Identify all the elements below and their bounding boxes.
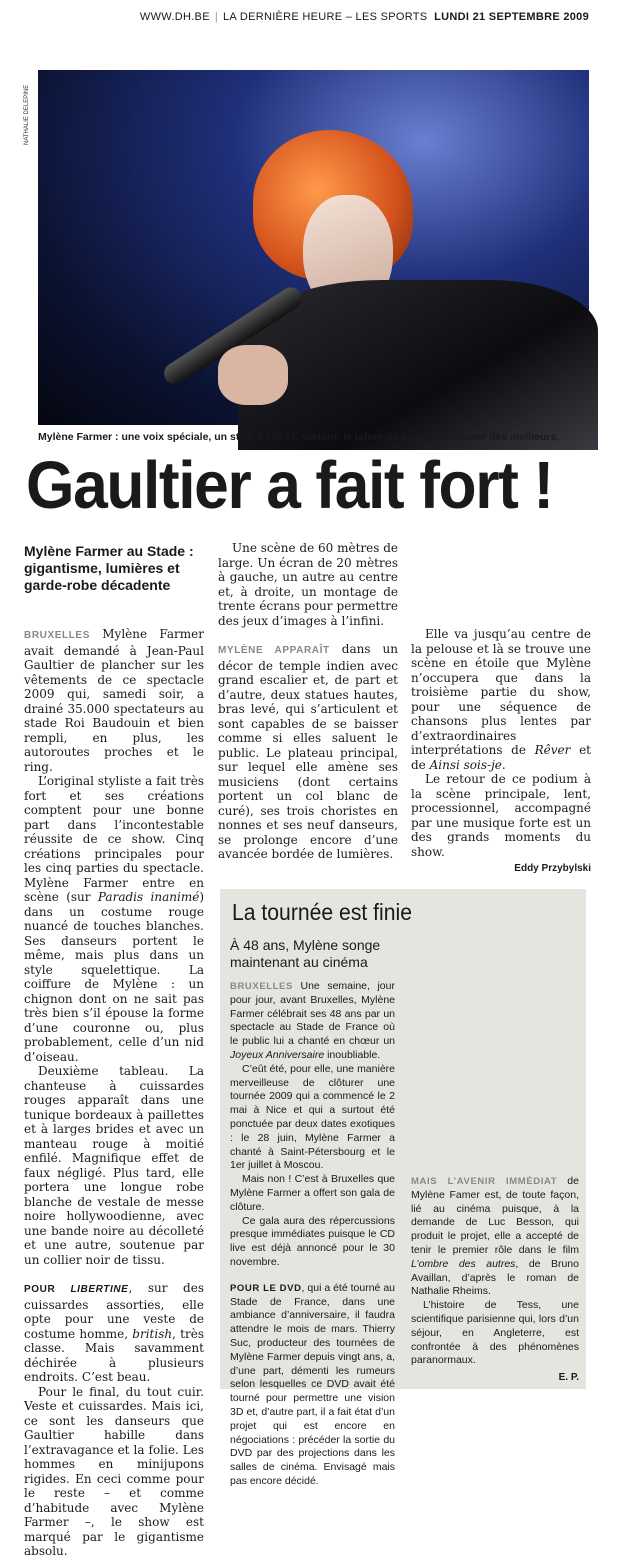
box-p3: Mais non ! C’est à Bruxelles que Mylène Farmer a offert son gala de clôture. <box>230 1173 395 1213</box>
box-title: La tournée est finie <box>232 899 412 925</box>
article-p5: Pour le final, du tout cuir. Veste et cuissardes. Mais ici, ce sont les danseurs que Gaultier habille dans l’extravagance et la folie. Les hommes en minijupons rigides. En ceci comme pour le reste – et comme d’habitude avec Mylène Farmer –, le show est marqué par le gigantisme absolu. <box>24 1384 204 1558</box>
photo-hand <box>218 345 288 405</box>
article-column-3 <box>411 627 591 877</box>
article-column-2 <box>218 541 398 862</box>
headline: Gaultier a fait fort ! <box>26 448 553 523</box>
photo-credit: NATHALIE DELEPINE <box>24 84 30 145</box>
article-p2b: ) dans un costume rouge nuancé de touches blanches. Ses danseurs portent le même, mais plus dans un style squelettique. La coiffure de Mylène : un chignon dont on ne sait pas très bien s’il épouse la forme d’une couronne ou, plus probablement, celle d’un nid d’oiseau. <box>24 890 204 1064</box>
box-kicker-dvd: POUR LE DVD <box>230 1282 302 1294</box>
box-column-2 <box>411 1175 579 1385</box>
article-p8c: . <box>501 757 506 772</box>
box-p7: L’histoire de Tess, une scientifique parisienne qui, lors d’un séjour, en Angleterre, est confrontée à des phénomènes paranormaux. <box>411 1299 579 1367</box>
article-p8-italic-1: Rêver <box>534 743 571 757</box>
article-p2a: L’original styliste a fait très fort et ses créations comptent pour une bonne part dans l’incontestable réussite de ce show. Cinq créations principales pour les cinq parties du spectacle. Mylène Farmer entre en scène (sur <box>24 774 204 904</box>
article-p9: Le retour de ce podium à la scène principale, lent, processionnel, accompagné par une musique forte est un des grands moments du show. <box>411 772 591 859</box>
box-signature: E. P. <box>558 1372 579 1384</box>
concert-photo <box>38 70 589 425</box>
box-p1a: Une semaine, jour pour jour, avant Bruxelles, Mylène Farmer célébrait ses 48 ans par un spectacle au Stade de France où le public lui a chanté en chœur un <box>230 980 395 1048</box>
article-p4a: , sur des cuissardes assorties, elle opte pour une veste de costume homme, <box>24 1281 205 1341</box>
article-p2-italic: Paradis inanimé <box>97 890 200 904</box>
kicker-pour: POUR <box>24 1284 71 1295</box>
box-kicker-avenir: MAIS L’AVENIR IMMÉDIAT <box>411 1176 558 1187</box>
box-subtitle: À 48 ans, Mylène songe maintenant au cinéma <box>230 937 381 970</box>
box-p1-italic: Joyeux Anniversaire <box>230 1048 325 1061</box>
masthead-site[interactable]: WWW.DH.BE <box>139 11 210 23</box>
article-p8b: et de <box>411 743 591 772</box>
box-p6-italic: L’ombre des autres <box>411 1257 516 1270</box>
article-p3: Deuxième tableau. La chanteuse à cuissardes rouges apparaît dans une tunique bordeaux à paillettes et à larges brides et avec un manteau rouge à moitié enfilé. Magnifique effet de faux négligé. Plus tard, elle portera une longue robe blanche de vestale de messe noire hollywoodienne, avec une bande noire au décolleté et une autre, soutenue par un collier noir de tissu. <box>24 1064 204 1267</box>
box-column-1 <box>230 980 395 1489</box>
article-signature: Eddy Przybylski <box>514 863 591 874</box>
photo-caption: Mylène Farmer : une voix spéciale, un style à elle et, surtout, le talent de savoir s’entourer des meilleurs. <box>38 431 560 443</box>
masthead: WWW.DH.BE | LA DERNIÈRE HEURE – LES SPORTS LUNDI 21 SEPTEMBRE 2009 <box>139 11 589 23</box>
article-p8a: Elle va jusqu’au centre de la pelouse et là se trouve une scène en étoile que Mylène n’occupera que dans la troisième partie du show, pour une séquence de chansons plus lentes par d’extraordinaires interprétations de <box>411 627 591 757</box>
box-kicker-bruxelles: BRUXELLES <box>230 981 293 992</box>
kicker-libertine: LIBERTINE <box>70 1284 129 1295</box>
box-p6b: , de Bruno Availlan, d’après le roman de Nathalie Rheims. <box>411 1257 579 1298</box>
kicker-mylene-apparait: MYLÈNE APPARAÎT <box>218 645 330 656</box>
subhead: Mylène Farmer au Stade : gigantisme, lumières et garde-robe décadente <box>24 543 194 593</box>
article-p4b: , très classe. Mais savamment déchirée à plusieurs endroits. C’est beau. <box>24 1326 205 1384</box>
box-p4: Ce gala aura des répercussions presque immédiates puisque le CD live est déjà annoncé pour le 30 novembre. <box>230 1214 395 1268</box>
article-p7: dans un décor de temple indien avec grand escalier et, de part et d’autre, deux statues hautes, bras levé, qui s’articulent et sont capables de se baisser comme si elles saluent le public. Le plateau principal, sur lequel elle amène ses musiciens (dont certains portent un col blanc de curé), ses trois choristes en nonnes et ses neuf danseurs, se prolonge encore d’une avancée bordée de lumières. <box>218 642 399 861</box>
box-p5: , qui a été tourné au Stade de France, dans une ambiance d’anniversaire, il faudra attendre le mois de mars. Thierry Suc, producteur des tournées de Mylène Farmer depuis vingt ans, a, d’une part, démenti les rumeurs selon lesquelles ce DVD avait été tourné pour permettre une vision 3D et, d’autre part, il a fait état d’un projet qui est encore en négociations : précéder la sortie du DVD par des projections dans les salles de cinéma. Envisagé mais pas encore décidé. <box>230 1281 395 1487</box>
box-p6a: de Mylène Famer est, de toute façon, lié au cinéma puisque, à la demande de Luc Besson, qui produit le projet, elle a accepté de tenir le premier rôle dans le film <box>411 1175 579 1256</box>
article-p4-italic: british <box>132 1326 173 1341</box>
article-column-1 <box>24 627 204 1559</box>
kicker-bruxelles: BRUXELLES <box>24 630 90 641</box>
masthead-section: LA DERNIÈRE HEURE – LES SPORTS <box>223 11 428 23</box>
article-p6: Une scène de 60 mètres de large. Un écran de 20 mètres à gauche, un autre au centre et, à droite, un montage de trente écrans pour permettre des jeux d’images à l’infini. <box>218 541 398 628</box>
masthead-date: LUNDI 21 SEPTEMBRE 2009 <box>434 11 589 23</box>
box-p1b: inoubliable. <box>324 1048 381 1061</box>
article-p1: Mylène Farmer avait demandé à Jean-Paul Gaultier de plancher sur les vêtements de ce spectacle 2009 qui, samedi soir, a drainé 35.000 spectateurs au stade Roi Baudouin et bien rempli, en plus, les autoroutes proches et le ring. <box>24 627 204 774</box>
box-p2: C’eût été, pour elle, une manière merveilleuse de clôturer une tournée 2009 qui a commencé le 2 mai à Nice et qui a surtout été ponctuée par deux dates exotiques : le 28 juin, Mylène Farmer a chanté à Saint-Pétersbourg et le 1er juillet à Moscou. <box>230 1062 395 1172</box>
article-p8-italic-2: Ainsi sois-je <box>429 757 502 772</box>
